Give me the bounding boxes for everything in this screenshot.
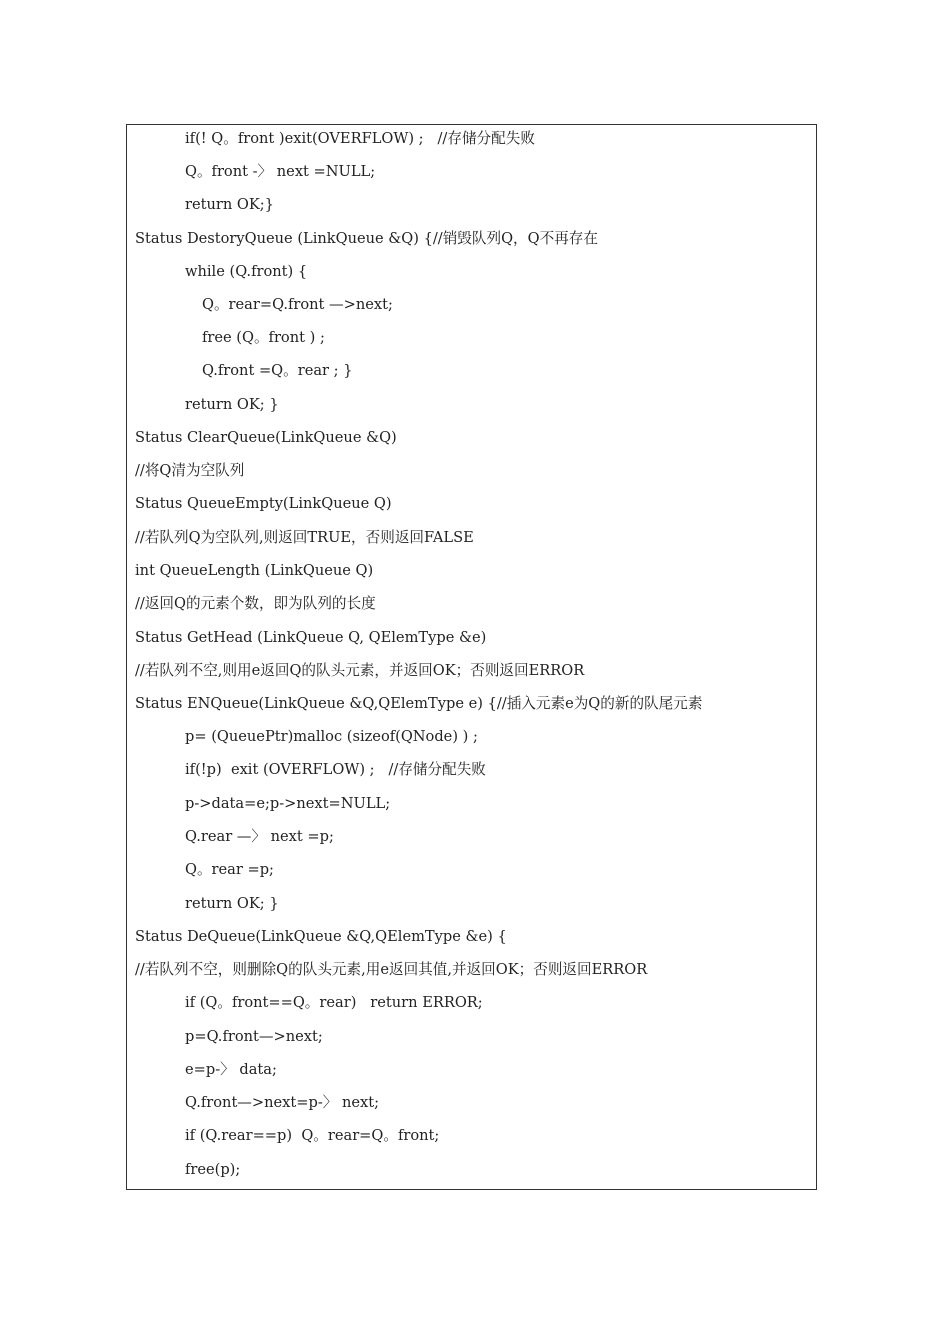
code-line: p=Q.front—>next; <box>185 1028 323 1045</box>
code-line: //若队列不空，则删除Q的队头元素,用e返回其值,并返回OK；否则返回ERROR <box>135 961 648 978</box>
code-line: return OK;} <box>185 196 274 213</box>
code-line: Q.front =Q。rear ; } <box>202 362 353 379</box>
code-line: Status DestoryQueue (LinkQueue &Q) {//销毁队列Q，Q不再存在 <box>135 230 598 247</box>
code-line: //将Q清为空队列 <box>135 462 245 479</box>
code-line: Status DeQueue(LinkQueue &Q,QElemType &e) { <box>135 928 507 945</box>
code-line: //若队列Q为空队列,则返回TRUE，否则返回FALSE <box>135 529 474 546</box>
code-line: free(p); <box>185 1161 241 1178</box>
code-listing-box <box>126 124 817 1190</box>
code-line: return OK; } <box>185 396 279 413</box>
code-line: Status ENQueue(LinkQueue &Q,QElemType e) {//插入元素e为Q的新的队尾元素 <box>135 695 703 712</box>
code-line: Status GetHead (LinkQueue Q, QElemType &e) <box>135 629 487 646</box>
code-line: Status QueueEmpty(LinkQueue Q) <box>135 495 392 512</box>
code-line: p= (QueuePtr)malloc (sizeof(QNode) ) ; <box>185 728 478 745</box>
code-line: Q.rear —〉 next =p; <box>185 828 334 845</box>
code-line: //若队列不空,则用e返回Q的队头元素，并返回OK；否则返回ERROR <box>135 662 585 679</box>
code-line: //返回Q的元素个数，即为队列的长度 <box>135 595 376 612</box>
code-line: Status ClearQueue(LinkQueue &Q) <box>135 429 397 446</box>
code-line: free (Q。front ) ; <box>202 329 325 346</box>
code-line: Q。front -〉 next =NULL; <box>185 163 376 180</box>
code-line: Q。rear =p; <box>185 861 274 878</box>
code-line: Q。rear=Q.front —>next; <box>202 296 393 313</box>
code-line: e=p-〉 data; <box>185 1061 277 1078</box>
code-line: p->data=e;p->next=NULL; <box>185 795 391 812</box>
code-line: Q.front—>next=p-〉 next; <box>185 1094 380 1111</box>
code-line: if (Q.rear==p) Q。rear=Q。front; <box>185 1127 440 1144</box>
code-line: if(! Q。front )exit(OVERFLOW) ; //存储分配失败 <box>185 130 535 147</box>
code-line: if (Q。front==Q。rear) return ERROR; <box>185 994 483 1011</box>
code-line: if(!p) exit (OVERFLOW) ; //存储分配失败 <box>185 761 486 778</box>
code-line: int QueueLength (LinkQueue Q) <box>135 562 374 579</box>
code-line: return OK; } <box>185 895 279 912</box>
code-line: while (Q.front) { <box>185 263 308 280</box>
